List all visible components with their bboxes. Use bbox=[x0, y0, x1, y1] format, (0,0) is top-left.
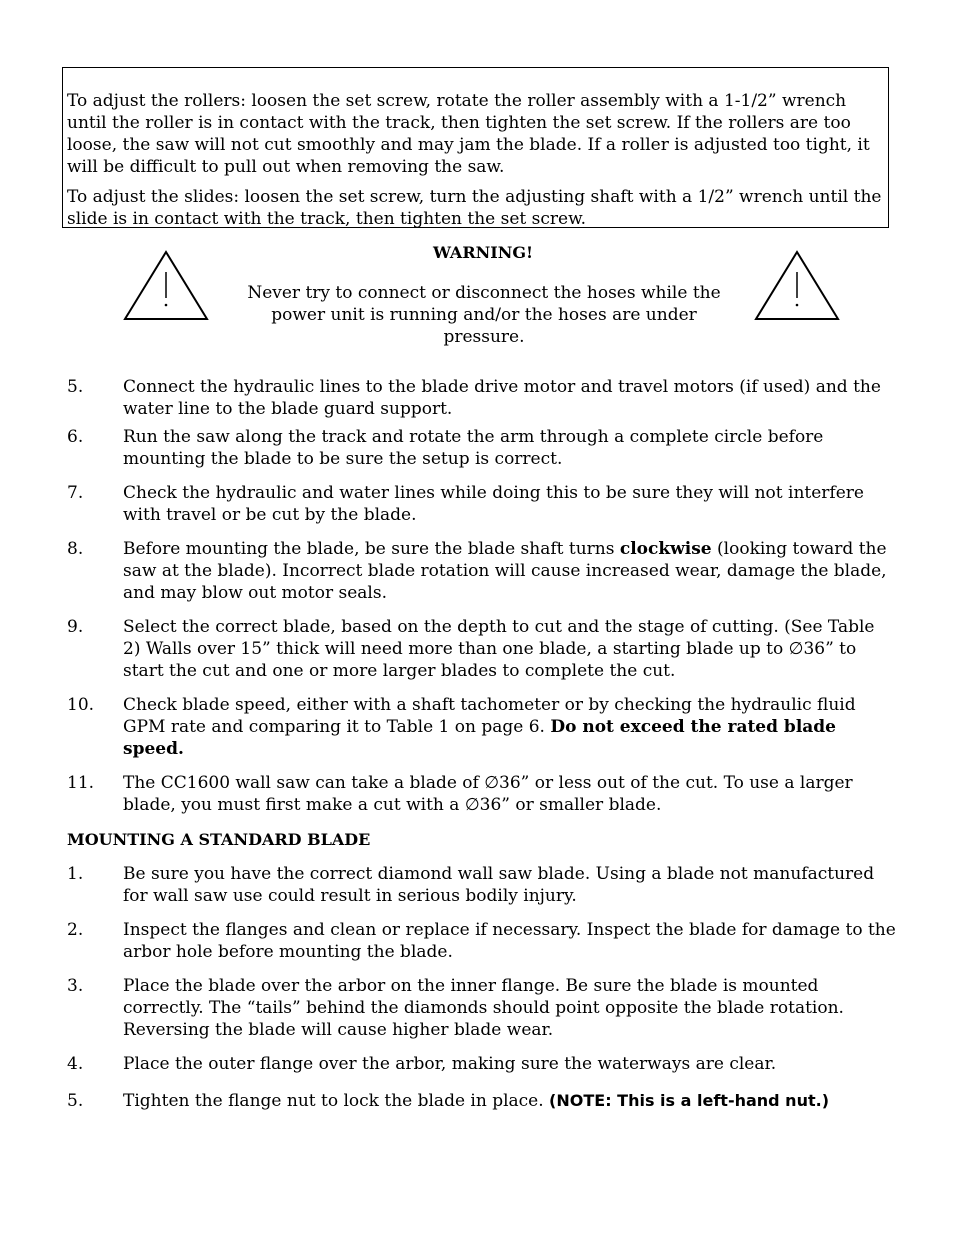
section-title: MOUNTING A STANDARD BLADE bbox=[67, 830, 371, 849]
list-item: 7. Check the hydraulic and water lines while doing this to be sure they will not interfere with travel or be cut by the blade. bbox=[67, 483, 864, 525]
list-item: 10. Check blade speed, either with a shaft tachometer or by checking the hydraulic fluid GPM rate and comparing it to Table 1 on page 6. Do not exceed the rated blade speed. bbox=[67, 695, 856, 759]
emphasis-text: clockwise bbox=[619, 539, 712, 559]
list-item: 3. Place the blade over the arbor on the inner flange. Be sure the blade is mounted correctly. The “tails” behind the diamonds should point opposite the blade rotation. Reversing the blade will cause higher blade wear. bbox=[67, 976, 844, 1040]
list-item: 5. Tighten the flange nut to lock the blade in place. (NOTE: This is a left-hand nut.) bbox=[67, 1091, 829, 1111]
adjustment-note-box bbox=[62, 67, 889, 228]
slides-paragraph: To adjust the slides: loosen the set screw, turn the adjusting shaft with a 1/2” wrench until the slide is in contact with the track, then tighten the set screw. bbox=[67, 187, 882, 229]
warning-triangle-icon bbox=[123, 250, 209, 322]
list-item: 4. Place the outer flange over the arbor, making sure the waterways are clear. bbox=[67, 1054, 777, 1074]
list-item: 5. Connect the hydraulic lines to the blade drive motor and travel motors (if used) and the water line to the blade guard support. bbox=[67, 377, 881, 419]
emphasis-text: Do not exceed the rated blade speed. bbox=[123, 717, 836, 759]
warning-triangle-icon bbox=[754, 250, 840, 322]
warning-text: Never try to connect or disconnect the hoses while the power unit is running and/or the hoses are under pressure. bbox=[247, 283, 721, 347]
list-item: 8. Before mounting the blade, be sure the blade shaft turns clockwise (looking toward the saw at the blade). Incorrect blade rotation will cause increased wear, damage the blade, and may blow out motor seals. bbox=[67, 539, 887, 603]
emphasis-text: (NOTE: This is a left-hand nut.) bbox=[549, 1091, 829, 1110]
rollers-paragraph: To adjust the rollers: loosen the set screw, rotate the roller assembly with a 1-1/2” wrench until the roller is in contact with the track, then tighten the set screw. If the rollers are too loose, the saw will not cut smoothly and may jam the blade. If a roller is adjusted too tight, it will be difficult to pull out when removing the saw. bbox=[67, 91, 870, 177]
list-item: 1. Be sure you have the correct diamond wall saw blade. Using a blade not manufactured for wall saw use could result in serious bodily injury. bbox=[67, 864, 875, 906]
list-item: 6. Run the saw along the track and rotate the arm through a complete circle before mounting the blade to be sure the setup is correct. bbox=[67, 427, 824, 469]
list-item: 2. Inspect the flanges and clean or replace if necessary. Inspect the blade for damage to the arbor hole before mounting the blade. bbox=[67, 920, 896, 962]
list-item: 9. Select the correct blade, based on the depth to cut and the stage of cutting. (See Table 2) Walls over 15” thick will need more than one blade, a starting blade up to ∅36” to start the cut and one or more larger blades to complete the cut. bbox=[67, 617, 875, 681]
warning-title: WARNING! bbox=[432, 243, 534, 262]
list-item: 11. The CC1600 wall saw can take a blade of ∅36” or less out of the cut. To use a larger blade, you must first make a cut with a ∅36” or smaller blade. bbox=[67, 773, 853, 815]
